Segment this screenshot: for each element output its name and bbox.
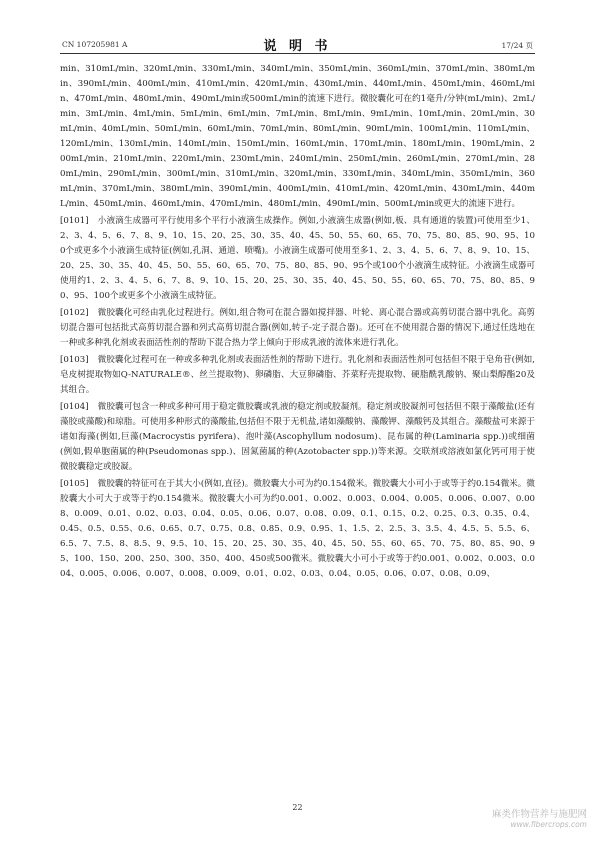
- paragraph-0104: [60, 400, 535, 475]
- paragraph-text: 微胶囊的特征可在于其大小(例如,直径)。微胶囊大小可为约0.154微米。微胶囊大小可小于或等于约0.154微米。微胶囊大小可大于或等于约0.154微米。微胶囊大小可为约0.001、0.002、0.003、0.004、0.005、0.006、0.007、0.008、0.009、0.01、0.02、0.03、0.04、0.05、0.06、0.07、0.08、0.09、0.1、0.15、0.2、0.25、0.3、0.35、0.4、0.45、0.5、0.55、0.6、0.65、0.7、0.75、0.8、0.85、0.9、0.95、1、1.5、2、2.5、3、3.5、4、4.5、5、5.5、6、6.5、7、7.5、8、8.5、9、9.5、10、15、20、25、30、35、40、45、50、55、60、65、70、75、80、85、90、95、100、150、200、250、300、350、400、450或500微米。微胶囊大小可小于或等于约0.001、0.002、0.003、0.004、0.005、0.006、0.007、0.008、0.009、0.01、0.02、0.03、0.04、0.05、0.06、0.07、0.08、0.09、: [60, 479, 535, 579]
- paragraph-continuation: [60, 62, 535, 212]
- paragraph-text: 微胶囊化可经由乳化过程进行。例如,组合物可在混合器如搅拌器、叶轮、离心混合器或高剪切混合器中乳化。高剪切混合器可包括批式高剪切混合器和列式高剪切混合器(例如,转子-定子混合器)。还可在不使用混合器的情况下,通过任选地在一种或多种乳化剂或表面活性剂的帮助下混合热力学上倾向于形成乳液的流体来进行乳化。: [60, 308, 535, 348]
- paragraph-number: [0104]: [60, 402, 89, 412]
- paragraph-text: 小液滴生成器可平行使用多个平行小液滴生成操作。例如,小液滴生成器(例如,板、具有通道的装置)可使用至少1、2、3、4、5、6、7、8、9、10、15、20、25、30、35、40、45、50、55、60、65、70、75、80、85、90、95、100个或更多个小液滴生成特征(例如,孔洞、通道、喷嘴)。小液滴生成器可使用至多1、2、3、4、5、6、7、8、9、10、15、20、25、30、35、40、45、50、55、60、65、70、75、80、85、90、95个或100个小液滴生成特征。小液滴生成器可使用约1、2、3、4、5、6、7、8、9、10、15、20、25、30、35、40、45、50、55、60、65、70、75、80、85、90、95、100个或更多个小液滴生成特征。: [60, 216, 535, 301]
- paragraph-0102: [60, 306, 535, 351]
- paragraph-0103: [60, 353, 535, 398]
- header-divider: [60, 53, 535, 54]
- page-title: 说 明 书: [263, 39, 332, 54]
- paragraph-number: [0102]: [60, 308, 89, 318]
- watermark-name: 麻类作物营养与施肥网: [491, 809, 587, 820]
- paragraph-text: min、310mL/min、320mL/min、330mL/min、340mL/min、350mL/min、360mL/min、370mL/min、380mL/min、390mL/min、400mL/min、410mL/min、420mL/min、430mL/min、440mL/min、450mL/min、460mL/min、470mL/min、480mL/min、490mL/min或500mL/min的流速下进行。微胶囊化可在约1毫升/分钟(mL/min)、2mL/min、3mL/min、4mL/min、5mL/min、6mL/min、7mL/min、8mL/min、9mL/min、10mL/min、20mL/min、30mL/min、40mL/min、50mL/min、60mL/min、70mL/min、80mL/min、90mL/min、100mL/min、110mL/min、120mL/min、130mL/min、140mL/min、150mL/min、160mL/min、170mL/min、180mL/min、190mL/min、200mL/min、210mL/min、220mL/min、230mL/min、240mL/min、250mL/min、260mL/min、270mL/min、280mL/min、290mL/min、300mL/min、310mL/min、320mL/min、330mL/min、340mL/min、350mL/min、360mL/min、370mL/min、380mL/min、390mL/min、400mL/min、410mL/min、420mL/min、430mL/min、440mL/min、450mL/min、460mL/min、470mL/min、480mL/min、490mL/min、500mL/min或更大的流速下进行。: [60, 64, 535, 209]
- paragraph-0105: [60, 477, 535, 582]
- paragraph-number: [0101]: [60, 216, 89, 226]
- paragraph-text: 微胶囊可包含一种或多种可用于稳定微胶囊或乳液的稳定剂或胶凝剂。稳定剂或胶凝剂可包括但不限于藻酸盐(还有藻胶或藻酸)和琼脂。可使用多种形式的藻酸盐,包括但不限于无机盐,诸如藻酸钠、藻酸钾、藻酸钙及其组合。藻酸盐可来源于诸如海藻(例如,巨藻(Macrocystis pyrifera)、泡叶藻(Ascophyllum nodosum)、昆布属的种(Laminaria spp.))或细菌(例如,假单胞菌属的种(Pseudomonas spp.)、固氮菌属的种(Azotobacter spp.))等来源。交联剂或溶液如氯化钙可用于使微胶囊稳定或胶凝。: [60, 402, 535, 472]
- paragraph-text: 微胶囊化过程可在一种或多种乳化剂或表面活性剂的帮助下进行。乳化剂和表面活性剂可包括但不限于皂角苷(例如,皂皮树提取物如Q-NATURALE®、丝兰提取物)、卵磷脂、大豆卵磷脂、芥菜籽壳提取物、硬脂酰乳酸钠、聚山梨醇酯20及其组合。: [60, 355, 535, 395]
- site-watermark: [492, 806, 587, 829]
- document-body: [60, 62, 535, 584]
- paragraph-number: [0105]: [60, 479, 89, 489]
- paragraph-number: [0103]: [60, 355, 89, 365]
- paragraph-0101: [60, 214, 535, 304]
- watermark-url: www.fibercrops.com: [510, 820, 587, 829]
- patent-number: CN 107205981 A: [62, 40, 128, 49]
- page-number: 22: [292, 803, 303, 812]
- page-reference: 17/24 页: [501, 41, 533, 50]
